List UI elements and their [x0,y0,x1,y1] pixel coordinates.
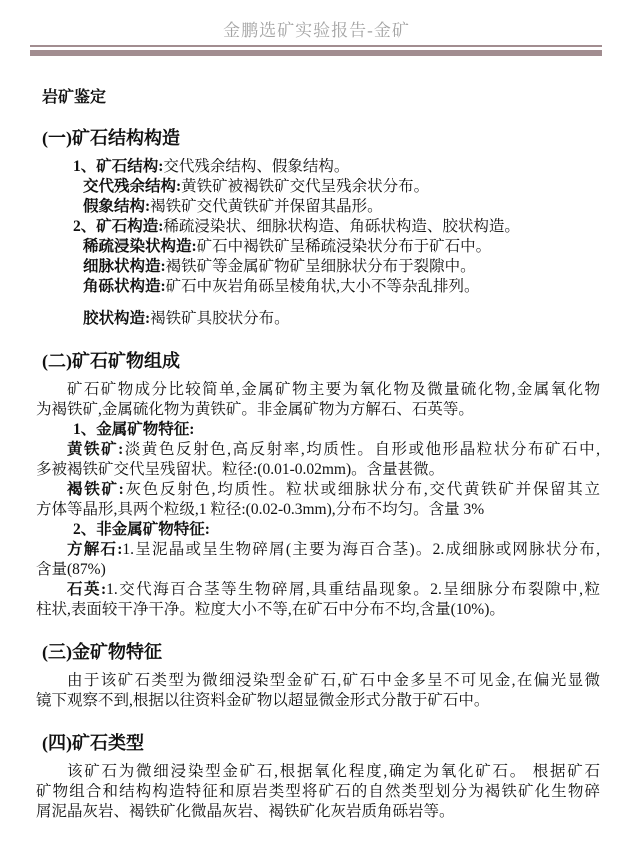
pyrite-line-1 [36,440,600,460]
limonite-line-1 [36,480,600,500]
ore-type-para-line-2: 矿物组合和结构构造特征和原岩类型将矿石的自然类型划分为褐铁矿化生物碎 [36,783,600,800]
composition-intro-line-1: 矿石矿物成分比较简单,金属矿物主要为氧化物及微量硫化物,金属氧化物 [67,381,600,398]
term-label: 假象结构: [83,198,151,215]
subheading-metal-minerals: 1、金属矿物特征: [73,421,195,438]
structure-item-metasomatic-relict [36,177,600,197]
term-label: 胶状构造: [83,310,151,327]
quartz-line-2: 柱状,表面较干净干净。粒度大小不等,在矿石中分布不均,含量(10%)。 [36,601,505,618]
document-body [36,87,600,822]
gold-mineral-para-line-1: 由于该矿石类型为微细浸染型金矿石,矿石中金多呈不可见金,在偏光显微 [67,672,600,689]
ore-type-para-line-1: 该矿石为微细浸染型金矿石,根据氧化程度,确定为氧化矿石。 根据矿石 [67,763,600,780]
ore-type-para-line-3: 屑泥晶灰岩、褐铁矿化微晶灰岩、褐铁矿化灰岩质角砾岩等。 [36,803,455,820]
term-label: 稀疏浸染状构造: [83,238,197,255]
section-3-heading: (三)金矿物特征 [42,642,162,662]
term-text: 黄铁矿被褐铁矿交代呈残余状分布。 [181,178,430,195]
term-label: 2、矿石构造: [73,218,164,235]
doc-main-heading: 岩矿鉴定 [42,89,107,106]
term-label: 细脉状构造: [83,258,166,275]
term-text: 褐铁矿交代黄铁矿并保留其晶形。 [150,198,383,215]
term-text: 褐铁矿等金属矿物矿呈细脉状分布于裂隙中。 [165,258,476,275]
mineral-text: 1.呈泥晶或呈生物碎屑(主要为海百合茎)。2.成细脉或网脉状分布, [122,541,600,558]
structure-item-veinlet [36,257,600,277]
structure-item-ore-texture [36,157,600,177]
term-text: 褐铁矿具胶状分布。 [150,310,290,327]
term-label: 1、矿石结构: [73,158,164,175]
mineral-label-limonite: 褐铁矿: [67,481,124,498]
calcite-line-2: 含量(87%) [36,561,106,578]
pyrite-line-2: 多被褐铁矿交代呈残留状。粒径:(0.01-0.02mm)。含量甚微。 [36,461,445,478]
header-divider-rule [30,45,602,56]
report-header-title: 金鹏选矿实验报告-金矿 [223,21,410,40]
mineral-label-calcite: 方解石: [67,541,123,558]
term-text: 交代残余结构、假象结构。 [163,158,350,175]
section-4-heading: (四)矿石类型 [42,733,144,753]
mineral-text: 1.交代海百合茎等生物碎屑,具重结晶现象。2.呈细脉分布裂隙中,粒 [106,581,600,598]
mineral-label-pyrite: 黄铁矿: [67,441,124,458]
composition-intro-line-2: 为褐铁矿,金属硫化物为黄铁矿。非金属矿物为方解石、石英等。 [36,401,474,418]
section-1-heading: (一)矿石结构构造 [42,128,180,148]
structure-item-ore-structure [36,217,600,237]
gold-mineral-para-line-2: 镜下观察不到,根据以往资料金矿物以超显微金形式分散于矿石中。 [36,692,490,709]
structure-item-brecciated [36,277,600,297]
term-text: 矿石中灰岩角砾呈棱角状,大小不等杂乱排列。 [165,278,480,295]
mineral-text: 淡黄色反射色,高反射率,均质性。自形或他形晶粒状分布矿石中, [123,441,600,458]
structure-item-disseminated [36,237,600,257]
section-2-heading: (二)矿石矿物组成 [42,351,180,371]
term-text: 稀疏浸染状、细脉状构造、角砾状构造、胶状构造。 [163,218,520,235]
structure-item-colloidal [36,309,600,329]
calcite-line-1 [36,540,600,560]
mineral-label-quartz: 石英: [67,581,107,598]
structure-item-pseudomorph [36,197,600,217]
quartz-line-1 [36,580,600,600]
term-text: 矿石中褐铁矿呈稀疏浸染状分布于矿石中。 [196,238,492,255]
mineral-text: 灰色反射色,均质性。粒状或细脉状分布,交代黄铁矿并保留其立 [123,481,600,498]
subheading-nonmetal-minerals: 2、非金属矿物特征: [73,521,210,538]
limonite-line-2: 方体等晶形,具两个粒级,1 粒径:(0.02-0.3mm),分布不均匀。含量 3% [36,501,485,518]
term-label: 交代残余结构: [83,178,182,195]
term-label: 角砾状构造: [83,278,166,295]
